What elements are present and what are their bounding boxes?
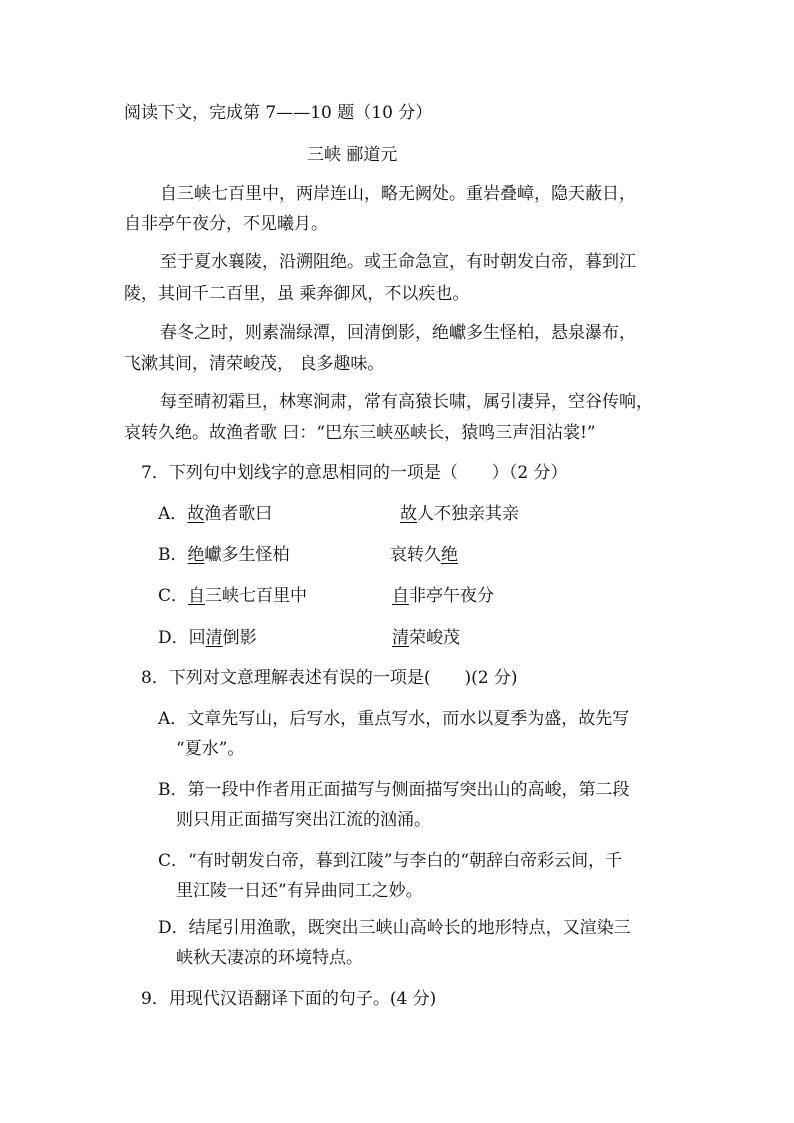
q8-option-c-line2: 里江陵一日还”有异曲同工之妙。 bbox=[176, 881, 423, 901]
q8-option-d-line2: 峡秋天凄凉的环境特点。 bbox=[176, 948, 363, 968]
question-9-stem: 9．用现代汉语翻译下面的句子。(4 分) bbox=[141, 989, 437, 1009]
passage-p3-line2: 飞漱其间，清荣峻茂， 良多趣味。 bbox=[124, 354, 385, 374]
question-8-stem: 8．下列对文意理解表述有误的一项是( )(2 分) bbox=[141, 668, 518, 688]
passage-p4-line2: 哀转久绝。故渔者歌 曰：“巴东三峡巫峡长，猿鸣三声泪沾裳!” bbox=[124, 423, 596, 443]
passage-p3-line1: 春冬之时，则素湍绿潭，回清倒影，绝巘多生怪柏，悬泉瀑布， bbox=[160, 323, 636, 343]
q7-option-d-compare: 清荣峻茂 bbox=[392, 628, 460, 648]
q8-option-d-line1: D．结尾引用渔歌，既突出三峡山高岭长的地形特点，又渲染三 bbox=[158, 918, 631, 938]
question-7-stem: 7．下列句中划线字的意思相同的一项是（ ）（2 分） bbox=[141, 463, 568, 483]
q7-option-a-compare: 故人不独亲其亲 bbox=[400, 504, 519, 524]
passage-p1-line1: 自三峡七百里中，两岸连山，略无阙处。重岩叠嶂，隐天蔽日， bbox=[160, 184, 636, 204]
q7-option-b-compare: 哀转久绝 bbox=[390, 545, 458, 565]
q8-option-a-line1: A．文章先写山，后写水，重点写水，而水以夏季为盛，故先写 bbox=[158, 709, 630, 729]
q8-option-c-line1: C．“有时朝发白帝，暮到江陵”与李白的“朝辞白帝彩云间，千 bbox=[158, 851, 623, 871]
q8-option-b-line1: B．第一段中作者用正面描写与侧面描写突出山的高峻，第二段 bbox=[158, 780, 630, 800]
q7-option-c: C．自三峡七百里中 bbox=[158, 586, 308, 606]
passage-p2-line1: 至于夏水襄陵，沿溯阻绝。或王命急宣，有时朝发白帝，暮到江 bbox=[160, 252, 636, 272]
q7-option-b: B．绝巘多生怪柏 bbox=[158, 545, 290, 565]
passage-p1-line2: 自非亭午夜分，不见曦月。 bbox=[124, 214, 328, 234]
q7-option-c-compare: 自非亭午夜分 bbox=[392, 586, 494, 606]
passage-p4-line1: 每至晴初霜旦，林寒涧肃，常有高猿长啸，属引凄异，空谷传响， bbox=[160, 392, 653, 412]
passage-title: 三峡 郦道元 bbox=[307, 145, 398, 165]
q8-option-a-line2: “夏水”。 bbox=[176, 739, 245, 759]
q7-option-a: A．故渔者歌曰 bbox=[158, 504, 273, 524]
reading-instruction: 阅读下文，完成第 7——10 题（10 分） bbox=[124, 103, 433, 123]
passage-p2-line2: 陵，其间千二百里，虽 乘奔御风，不以疾也。 bbox=[124, 284, 470, 304]
q7-option-d: D．回清倒影 bbox=[158, 628, 257, 648]
q8-option-b-line2: 则只用正面描写突出江流的汹涌。 bbox=[176, 810, 431, 830]
